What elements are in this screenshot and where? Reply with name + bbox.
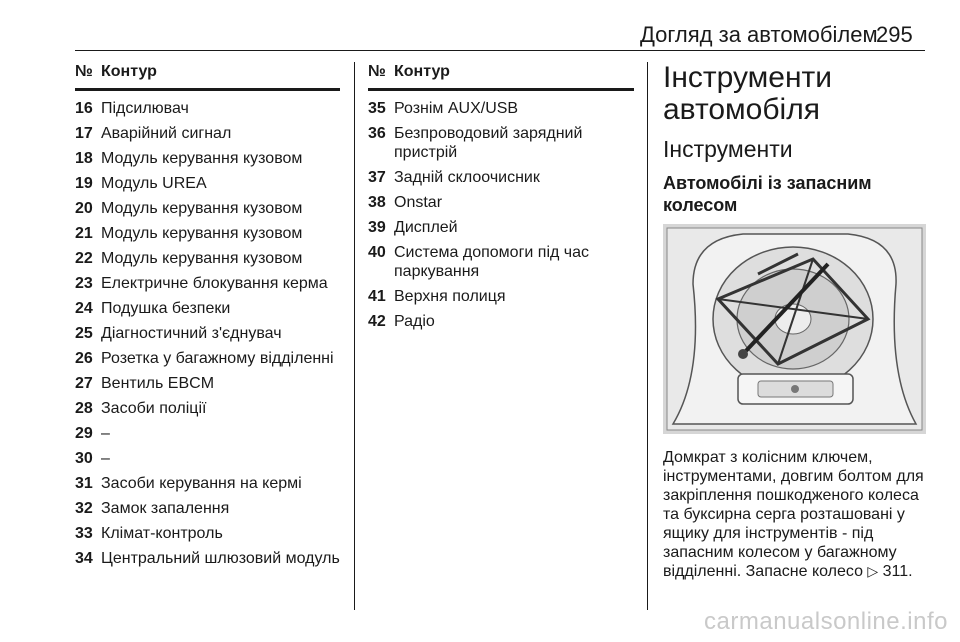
circuit-name: – <box>101 450 110 467</box>
caption-text: Домкрат з колісним ключем, інструментами, довгим болтом для закріплення пошкодженого колеса та буксирна серга розташовані у ящику для інструментів - під запасним колесом у багажному відділенні. Запасне колесо <box>663 449 924 580</box>
section-subtitle: Інструменти <box>663 136 793 162</box>
circuit-name: Модуль керування кузовом <box>101 150 303 167</box>
fuse-number: 22 <box>75 250 93 267</box>
circuit-name: Модуль керування кузовом <box>101 250 303 267</box>
table-row <box>75 324 340 343</box>
col-num-header: № <box>75 63 93 80</box>
table-row <box>75 224 340 243</box>
fuse-number: 30 <box>75 450 93 467</box>
circuit-name: Модуль керування кузовом <box>101 225 303 242</box>
table-row <box>75 549 340 568</box>
table-row <box>368 99 634 118</box>
fuse-number: 40 <box>368 244 386 261</box>
circuit-name: Радіо <box>394 313 435 330</box>
circuit-name: Аварійний сигнал <box>101 125 232 142</box>
col-num-header: № <box>368 63 386 80</box>
fuse-number: 21 <box>75 225 93 242</box>
fuse-number: 38 <box>368 194 386 211</box>
fuse-table-left <box>75 62 340 574</box>
fuse-number: 20 <box>75 200 93 217</box>
table-row <box>75 149 340 168</box>
illustration-caption <box>663 448 926 581</box>
circuit-name: – <box>101 425 110 442</box>
fuse-number: 17 <box>75 125 93 142</box>
circuit-name: Центральний шлюзовий модуль <box>101 550 340 567</box>
table-header <box>368 62 634 82</box>
table-row <box>368 124 634 162</box>
column-divider <box>354 62 355 610</box>
circuit-name: Клімат-контроль <box>101 525 223 542</box>
section-subsubtitle: Автомобілі із запасним колесом <box>663 173 872 215</box>
fuse-number: 27 <box>75 375 93 392</box>
table-row <box>75 399 340 418</box>
table-row <box>75 299 340 318</box>
circuit-name: Засоби керування на кермі <box>101 475 302 492</box>
table-row <box>75 124 340 143</box>
fuse-number: 29 <box>75 425 93 442</box>
table-row <box>75 349 340 368</box>
fuse-number: 32 <box>75 500 93 517</box>
table-row <box>75 249 340 268</box>
tools-section <box>663 62 926 581</box>
table-header-rule <box>75 88 340 91</box>
table-header-rule <box>368 88 634 91</box>
watermark: carmanualsonline.info <box>704 608 948 635</box>
table-row <box>75 424 340 443</box>
table-row <box>368 243 634 281</box>
table-row <box>368 287 634 306</box>
table-body <box>368 99 634 331</box>
circuit-name: Рознім AUX/USB <box>394 100 519 117</box>
circuit-name: Електричне блокування керма <box>101 275 328 292</box>
fuse-number: 39 <box>368 219 386 236</box>
circuit-name: Вентиль EBCM <box>101 375 215 392</box>
fuse-number: 33 <box>75 525 93 542</box>
page-ref-link[interactable]: 311. <box>882 563 913 580</box>
table-row <box>75 474 340 493</box>
table-body <box>75 99 340 568</box>
col-circuit-header: Контур <box>394 63 450 80</box>
section-title <box>663 62 926 126</box>
circuit-name: Замок запалення <box>101 500 230 517</box>
spare-wheel-tools-illustration <box>663 224 926 434</box>
table-header <box>75 62 340 82</box>
fuse-number: 31 <box>75 475 93 492</box>
fuse-number: 41 <box>368 288 386 305</box>
fuse-number: 34 <box>75 550 93 567</box>
page-header-title: Догляд за автомобілем <box>640 22 878 47</box>
table-row <box>75 499 340 518</box>
circuit-name: Діагностичний з'єднувач <box>101 325 282 342</box>
table-row <box>75 274 340 293</box>
page-number: 295 <box>876 22 913 47</box>
table-row <box>368 218 634 237</box>
table-row <box>75 524 340 543</box>
fuse-number: 37 <box>368 169 386 186</box>
fuse-number: 28 <box>75 400 93 417</box>
table-row <box>75 199 340 218</box>
fuse-number: 26 <box>75 350 93 367</box>
fuse-number: 42 <box>368 313 386 330</box>
table-row <box>75 449 340 468</box>
circuit-name: Дисплей <box>394 219 458 236</box>
fuse-number: 23 <box>75 275 93 292</box>
circuit-name: Підсилювач <box>101 100 189 117</box>
table-row <box>75 99 340 118</box>
fuse-table-right <box>368 62 634 337</box>
fuse-number: 36 <box>368 125 386 142</box>
table-row <box>75 174 340 193</box>
fuse-number: 25 <box>75 325 93 342</box>
section-title-line: автомобіля <box>663 93 820 126</box>
fuse-number: 35 <box>368 100 386 117</box>
circuit-name: Система допомоги під час паркування <box>394 244 590 280</box>
circuit-name: Onstar <box>394 194 443 211</box>
table-row <box>368 168 634 187</box>
circuit-name: Модуль UREA <box>101 175 207 192</box>
col-circuit-header: Контур <box>101 63 157 80</box>
table-row <box>368 193 634 212</box>
arrow-right-icon: ▷ <box>867 563 879 579</box>
circuit-name: Верхня полиця <box>394 288 506 305</box>
table-row <box>75 374 340 393</box>
fuse-number: 24 <box>75 300 93 317</box>
circuit-name: Подушка безпеки <box>101 300 231 317</box>
fuse-number: 19 <box>75 175 93 192</box>
circuit-name: Розетка у багажному відділенні <box>101 350 334 367</box>
header-rule <box>75 50 925 51</box>
circuit-name: Задній склоочисник <box>394 169 540 186</box>
circuit-name: Засоби поліції <box>101 400 207 417</box>
circuit-name: Безпроводовий зарядний пристрій <box>394 125 583 161</box>
section-title-line: Інструменти <box>663 61 833 94</box>
table-row <box>368 312 634 331</box>
fuse-number: 18 <box>75 150 93 167</box>
fuse-number: 16 <box>75 100 93 117</box>
circuit-name: Модуль керування кузовом <box>101 200 303 217</box>
column-divider <box>647 62 648 610</box>
